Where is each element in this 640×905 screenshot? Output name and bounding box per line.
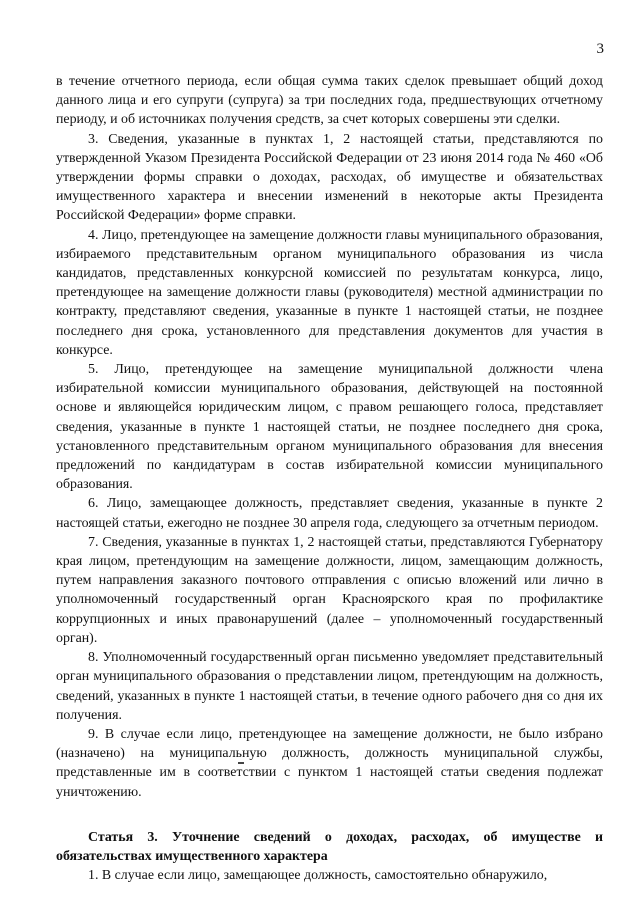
- paragraph-3: 3. Сведения, указанные в пунктах 1, 2 настоящей статьи, представляются по утвержденной Указом Президента Российской Федерации от 23 июня 2014 года № 460 «Об утверждении формы справки о доходах, расходах, об имуществе и обязательствах имущественного характера и внесении изменений в некоторые акты Президента Российской Федерации» форме справки.: [56, 131, 603, 224]
- paragraph-8: 8. Уполномоченный государственный орган письменно уведомляет представительный орган муниципального образования о представлении лицом, претендующим на должность, сведений, указанных в пункте 1 настоящей статьи, в течение одного рабочего дня со дня их получения.: [56, 650, 603, 723]
- paragraph-continuation: в течение отчетного периода, если общая сумма таких сделок превышает общий доход данного лица и его супруги (супруга) за три последних года, предшествующих отчетному периоду, и об источниках получения средств, за счет которых совершены эти сделки.: [56, 74, 603, 128]
- paragraph-article3-1: 1. В случае если лицо, замещающее должность, самостоятельно обнаружило,: [88, 868, 548, 884]
- page-number: 3: [596, 41, 604, 57]
- section-spacer: [56, 802, 603, 828]
- paragraph-6: 6. Лицо, замещающее должность, представляет сведения, указанные в пункте 2 настоящей статьи, ежегодно не позднее 30 апреля года, следующего за отчетным периодом.: [56, 496, 603, 531]
- article-heading: Статья 3. Уточнение сведений о доходах, расходах, об имуществе и обязательствах имущественного характера: [56, 829, 603, 864]
- stray-dash-mark: [238, 762, 244, 764]
- paragraph-5: 5. Лицо, претендующее на замещение муниципальной должности члена избирательной комиссии муниципального образования, действующей на постоянной основе и являющейся юридическим лицом, с правом решающего голоса, представляет сведения, указанные в пункте 1 настоящей статьи, не позднее последнего дня срока, установленного представительным органом муниципального образования для внесения предложений по кандидатурам в состав избирательной комиссии муниципального образования.: [56, 362, 603, 493]
- paragraph-4: 4. Лицо, претендующее на замещение должности главы муниципального образования, избираемого представительным органом муниципального образования из числа кандидатов, представленных конкурсной комиссией по результатам конкурса, лицо, претендующее на замещение должности главы (руководителя) местной администрации по контракту, представляют сведения, указанные в пункте 1 настоящей статьи, не позднее последнего дня срока, установленного для представления документов для участия в конкурсе.: [56, 227, 603, 358]
- document-body: [56, 72, 603, 885]
- paragraph-7: 7. Сведения, указанные в пунктах 1, 2 настоящей статьи, представляются Губернатору края лицом, претендующим на замещение должности, лицом, замещающим должность, путем направления заказного почтового отправления с описью вложений или лично в уполномоченный государственный орган Красноярского края по профилактике коррупционных и иных правонарушений (далее – уполномоченный государственный орган).: [56, 534, 603, 646]
- paragraph-9: 9. В случае если лицо, претендующее на замещение должности, не было избрано (назначено) на муниципальную должность, должность муниципальной службы, представленные им в соответствии с пунктом 1 настоящей статьи сведения подлежат уничтожению.: [56, 726, 603, 800]
